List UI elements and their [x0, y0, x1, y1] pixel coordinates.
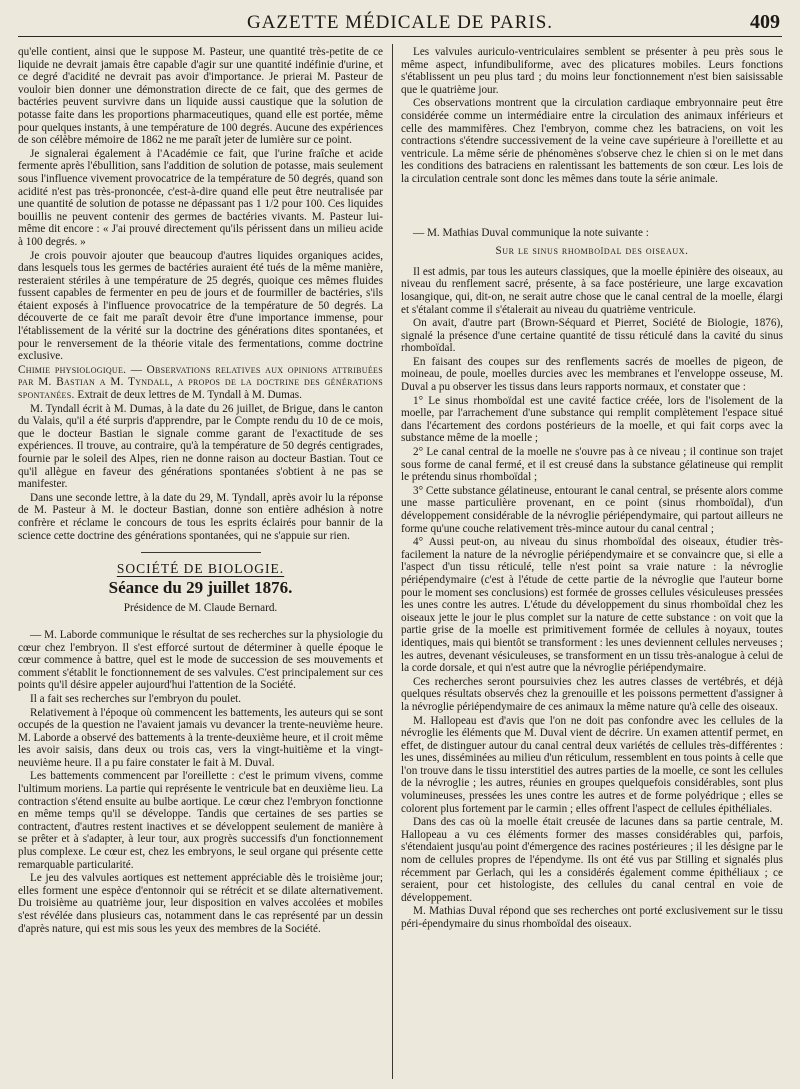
separator [141, 552, 261, 553]
paragraph: — M. Laborde communique le résultat de ses recherches sur la physiologie du cœur chez l'embryon. Il s'est efforcé surtout de déterminer à quelle époque le cœur commence à battre, quel est le mode de succession de ses mouvements et comment s'établit le fonctionnement de ses valvules. C'est principalement sur ces points qu'il désire appeler aujourd'hui l'attention de la Société. [18, 628, 383, 692]
paragraph: M. Mathias Duval répond que ses recherches ont porté exclusivement sur le tissu péri-épendymaire du sinus rhomboïdal des oiseaux. [401, 905, 783, 930]
paragraph: Ces observations montrent que la circulation cardiaque embryonnaire peut être considérée comme un intermédiaire entre la circulation des animaux inférieurs et celle des mammifères. Chez l'embryon, comme chez les batraciens, on voit les contractions s'étendre successivement de la veine cave supérieure à l'oreillette et au ventricule. La même série de phénomènes s'observe chez le chien si on le met dans les conditions des batraciens en ralentissant les battements de son cœur. Les lois de la circulation centrale sont donc les mêmes dans toute la série animale. [401, 97, 783, 185]
column-divider [392, 44, 393, 1079]
paragraph: En faisant des coupes sur des renflements sacrés de moelles de pigeon, de moineau, de poule, moelles durcies avec les membranes et l'enveloppe osseuse, M. Duval a pu observer les tissus dans leurs rapports normaux, et constater que : [401, 355, 783, 394]
paragraph: Relativement à l'époque où commencent les battements, les auteurs qui se sont occupés de la question ne l'avaient jamais vu devancer la trente-neuvième heure. M. Laborde a observé des battements à la trente-deuxième heure, et il croit même les avoir saisis, dans deux ou trois cas, vers la vingt-huitième et la vingt-neuvième heure. Il a pu faire constater le fait à M. Duval. [18, 706, 383, 769]
paragraph: Dans des cas où la moelle était creusée de lacunes dans sa partie centrale, M. Hallopeau a vu ces éléments former des masses considérables qui, parfois, s'étendaient jusqu'au point d'émergence des racines postérieures ; il les désigne par le nom de cellules propres de l'épendyme. Ils ont été vus par Stilling et signalés plus récemment par Gerlach, qui les a considérés également comme épithéliaux ; ce seraient, pour cet histologiste, des cellules du canal central en voie de développement. [401, 816, 783, 904]
section-heading-rest: Extrait de deux lettres de M. Tyndall à M. Dumas. [74, 389, 302, 402]
paragraph: Les battements commencent par l'oreillette : c'est le primum vivens, comme l'ultimum moriens. La partie qui représente le ventricule bat en deuxième lieu. La contraction s'étend ensuite au bulbe aortique. Le cœur chez l'embryon fonctionne en même temps qu'il se développe. Tandis que certaines de ses parties se contractent, d'autres restent inactives et se développent seulement de manière à se prêter et à s'adapter, à leur tour, aux progrès successifs d'un fonctionnement plus complexe. Le cœur est, chez les embryons, le seul organe qui présente cette remarquable particularité. [18, 770, 383, 871]
paragraph: 3° Cette substance gélatineuse, entourant le canal central, se présente alors comme une masse particulière provenant, en ce point (sinus rhomboïdal), d'un développement considérable de la névroglie périépendymaire, qui partout ailleurs ne forme qu'une couche relativement très-mince autour du canal central ; [401, 484, 783, 535]
note-title: Sur le sinus rhomboïdal des oiseaux. [495, 245, 689, 258]
society-title: SOCIÉTÉ DE BIOLOGIE. [116, 561, 285, 577]
paragraph: — M. Mathias Duval communique la note suivante : [413, 226, 649, 239]
section-heading: Chimie physiologique. — Observations relatives aux opinions attribuées par M. Bastian a M. Tyndall, a propos de la doctrine des générations spontanées. [18, 363, 383, 402]
blank-space [401, 187, 783, 227]
page-number: 409 [750, 11, 780, 33]
paragraph: Il a fait ses recherches sur l'embryon du poulet. [30, 692, 242, 705]
paragraph: qu'elle contient, ainsi que le suppose M. Pasteur, une quantité très-petite de ce liquide ne devrait jamais être capable d'agir sur une quantité indéfinie d'urine, et ce degré d'acidité ne devrait pas avoir d'importance. Je prierai M. Pasteur de vouloir bien donner une démonstration directe de ce fait, que des germes de bactéries peuvent survivre dans un liquide aussi caustique que la solution de potasse faite dans les proportions pharmaceutiques, quand elle est portée, même pour quelques instants, à une température de 100 degrés. Aucune des expériences de son célèbre mémoire de 1862 ne me paraît jeter de lumière sur ce point. [18, 46, 383, 147]
section-heading-paragraph [18, 364, 383, 402]
paragraph: Je crois pouvoir ajouter que beaucoup d'autres liquides organiques acides, dans lesquels tous les germes de bactéries auraient été tués de la même manière, resteraient stériles à une température de 25 degrés, quoique ces mêmes fluides fussent capables de fermenter en peu de jours et de fourmiller de bactéries, s'ils étaient exposés à l'influence provocatrice de la température de 50 degrés. La découverte de ce fait me paraît devoir être d'une importance immense, pour l'établissement de la vérité sur la doctrine des générations dites spontanées, et pour le renversement de la théorie vitale des fermentations, comme doctrine exclusive. [18, 249, 383, 363]
page-header [18, 6, 782, 37]
paragraph: 4° Aussi peut-on, au niveau du sinus rhomboïdal des oiseaux, étudier très-facilement la nature de la névroglie périépendymaire et se convaincre que, si elle a l'aspect d'un tissu réticulé, telle n'est point sa vraie nature : la névroglie périépendymaire (c'est à l'étude de cette partie de la névroglie que l'auteur borne pour le moment ses conclusions) est formée de grosses cellules vésiculeuses pressées les unes contre les autres. L'étude du développement du sinus rhomboïdal chez les oiseaux jette le jour le plus complet sur la nature de cette substance : on voit que la partie grise de la moelle est primitivement formée de cellules à noyaux, toutes identiques, mais qui bientôt se transforment : les unes deviennent cellules nerveuses ; les autres, devenant vésiculeuses, se transforment en un tissu très-analogue à celui de la corde dorsale, et qui n'est autre que la névroglie périépendymaire. [401, 536, 783, 675]
paragraph: M. Hallopeau est d'avis que l'on ne doit pas confondre avec les cellules de la névroglie les éléments que M. Duval vient de décrire. Un examen attentif permet, en effet, de distinguer autour du canal central deux variétés de cellules très-différentes : les unes, disséminées au milieu d'un réticulum, ressemblent en tous points à celle que l'on trouve dans le tissu interstitiel des autres parties de la moelle, ce sont les cellules de la névroglie ; les autres, réunies en groupes quelquefois considérables, sont plus volumineuses, pressées les unes contre les autres et de forme polyédrique ; elles se colorent plus fortement par le carmin ; elles offrent l'aspect de cellules épithéliales. [401, 714, 783, 815]
left-column [18, 46, 383, 1076]
paragraph: 2° Le canal central de la moelle ne s'ouvre pas à ce niveau ; il continue son trajet sous forme de canal fermé, et il est creusé dans la substance gélatineuse qui remplit le prétendu sinus rhomboïdal ; [401, 446, 783, 484]
right-column [401, 46, 783, 1076]
paragraph: Le jeu des valvules aortiques est nettement appréciable dès le troisième jour; elles forment une espèce d'entonnoir qui se rétrécit et se dilate alternativement. Du troisième au quatrième jour, leur disposition en valves accolées et mobiles s'est révélée dans plusieurs cas, notamment dans le cas représenté par un dessin d'après nature, qui est mis sous les yeux des membres de la Société. [18, 872, 383, 935]
paragraph: Dans une seconde lettre, à la date du 29, M. Tyndall, après avoir lu la réponse de M. Pasteur à M. le docteur Bastian, donne son entière adhésion à notre confrère et réclame le concours de tous les esprits éclairés pour bannir de la science cette doctrine des générations spontanées, qui ne s'appuie sur rien. [18, 491, 383, 542]
paragraph: Je signalerai également à l'Académie ce fait, que l'urine fraîche et acide fermente après l'ébullition, sans l'addition de solution de potasse, mais seulement sous l'influence vivement provocatrice de la température de 50 degrés, quand son acidité n'est pas très-prononcée, c'est-à-dire quand elle peut être neutralisée par une quantité de solution de potasse ne dépassant pas 1 1/2 pour 100. Ces liquides bouillis ne peuvent contenir des germes de bactéries vivants. M. Pasteur lui-même dit encore : « J'ai prouvé directement qu'ils périssent dans un milieu acide à 100 degrés. » [18, 147, 383, 248]
presidency-line: Présidence de M. Claude Bernard. [123, 602, 278, 615]
paragraph: On avait, d'autre part (Brown-Séquard et Pierret, Société de Biologie, 1876), signalé la présence d'une certaine quantité de tissu réticulé dans la cavité du sinus rhomboïdal. [401, 317, 783, 355]
paragraph: 1° Le sinus rhomboïdal est une cavité factice créée, lors de l'isolement de la moelle, par l'arrachement d'une substance qui remplit complètement l'espace situé dans l'écartement des cordons postérieurs de la moelle, et qui fait corps avec la substance même de la moelle ; [401, 394, 783, 445]
paragraph: Les valvules auriculo-ventriculaires semblent se présenter à peu près sous le même aspect, infundibuliforme, avec des plicatures mobiles. Leurs fonctions s'établissent un peu plus tard ; du moins leur fonctionnement n'est bien saisissable que le quatrième jour. [401, 46, 783, 96]
paragraph: Il est admis, par tous les auteurs classiques, que la moelle épinière des oiseaux, au niveau du renflement sacré, présente, à sa face postérieure, une large excavation losangique, qui, dit-on, ne serait autre chose que le canal central de la moelle, élargi et s'étalant comme il s'étalerait au niveau du quatrième ventricule. [401, 265, 783, 316]
paragraph: M. Tyndall écrit à M. Dumas, à la date du 26 juillet, de Brigue, dans le canton du Valais, qu'il a été surpris d'apprendre, par le Compte rendu du 10 de ce mois, que le docteur Bastian le signale comme garant de l'exactitude de ses expériences. Il trouve, au contraire, qu'à la température de 50 degrés centigrades, fournie par le soleil des Alpes, rien ne donne raison au docteur Bastian. Tout ce qu'il allègue en faveur des générations spontanées s'obtient à ne pas se manifester. [18, 402, 383, 491]
paragraph: Ces recherches seront poursuivies chez les autres classes de vertébrés, et déjà quelques résultats observés chez la grenouille et les poissons permettent d'assigner à la névroglie périépendymaire de ces animaux la même nature qu'à celle des oiseaux. [401, 675, 783, 713]
journal-title: GAZETTE MÉDICALE DE PARIS. [246, 12, 554, 33]
session-title: Séance du 29 juillet 1876. [108, 577, 293, 597]
